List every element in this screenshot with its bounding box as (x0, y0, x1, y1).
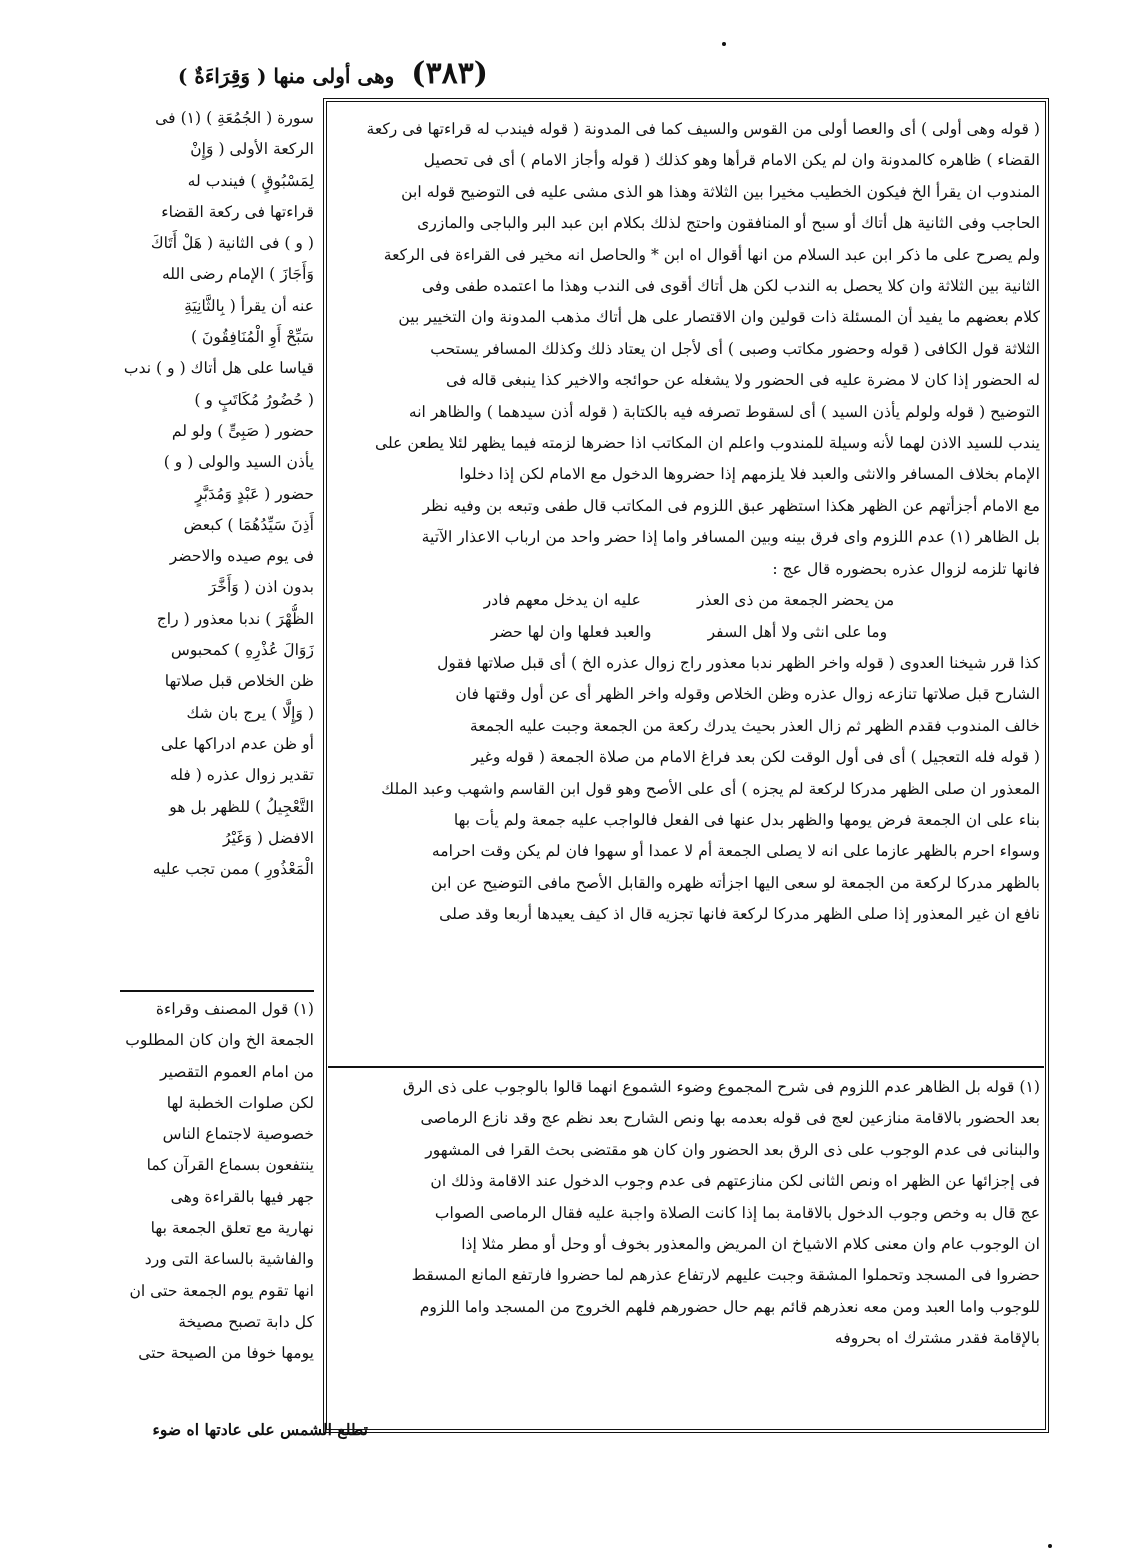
commentary-line: ( قوله وهى أولى ) أى والعصا أولى من القوس والسيف كما فى المدونة ( قوله فيندب له قراءتها فى ركعة (366, 120, 1040, 138)
verse-hemistich: من يحضر الجمعة من ذى العذر (696, 591, 895, 610)
footnote-line: ان الوجوب عام وان معنى كلام الاشياخ ان المريض والمعذور بخوف أو وحل أو مطر مثلا إذا (461, 1235, 1040, 1254)
matn-line: عنه أن يقرأ ( بِالثَّانِيَةِ (184, 296, 314, 315)
footnote-line: (١) قوله بل الظاهر عدم اللزوم فى شرح المجموع وضوء الشموع انهما قالوا بالوجوب على ذى الرق (402, 1078, 1040, 1096)
side-footnote-line: لكن صلوات الخطبة لها (166, 1093, 314, 1112)
side-footnote-line: جهر فيها بالقراءة وهى (170, 1187, 314, 1206)
matn-line: سورة ( الجُمُعَةِ ) (١) فى (155, 109, 314, 127)
commentary-line: له الحضور إذا كان لا مضرة عليه فى الحضور ولا يشغله عن حوائجه والاخير كذا ينبغى قاله فى (445, 371, 1040, 390)
commentary-line: ولم يصرح على ما ذكر ابن عبد السلام من انها أقوال اه ابن * والحاصل انه مخير فى القراءة فى الركعة (383, 245, 1040, 264)
matn-line: حضور ( صَبِىٍّ ) ولو لم (171, 421, 314, 440)
matn-line: زَوَالَ عُذْرِهِ ) كمحبوس (170, 641, 314, 660)
commentary-line: الثانية بين الثلاثة وان كلا يحصل به الندب لكن هل أتاك أقوى فى الندب وهذا ما اعتمده طفى وفى (421, 277, 1040, 296)
commentary-line: الإمام بخلاف المسافر والانثى والعبد فلا يلزمهم إذا حضروها الدخول مع الامام لكن إذا دخلوا (459, 465, 1040, 484)
matn-line: قياسا على هل أتاك ( و ) ندب (123, 359, 314, 378)
page-number: (٣٨٣) (411, 56, 488, 91)
footnote-line: عج قال به وخص وجوب الدخول بالاقامة بما إذا كانت الصلاة واجبة عليه فقال الرماصى الصواب (434, 1203, 1040, 1222)
footnote-line: فى إجزائها عن الظهر اه ونص الثانى لكن منازعتهم فى عدم وجوب الدخول عند الاقامة وذلك ان (430, 1172, 1040, 1191)
verse-hemistich: والعبد فعلها وان لها حضر (490, 622, 652, 641)
matn-column (116, 103, 314, 983)
commentary-line: الشارح قبل صلاتها تنازعه زوال عذره وظن الخلاص وقوله واخر الظهر أى عن أول وقتها فان (455, 685, 1040, 704)
commentary-line: بل الظاهر (١) عدم اللزوم واى فرق بينه وبين المسافر واما إذا حضر واحد من ارباب الاعذار الآتية (421, 528, 1040, 547)
commentary-line: كلام بعضهم ما يفيد أن المسئلة ذات قولين وان الاقتصار على هل أتاك مذهب المدونة وان التخيير بين (398, 308, 1040, 327)
side-footnote-line: خصوصية لاجتماع الناس (162, 1125, 314, 1144)
matn-line: ظن الخلاص قبل صلاتها (164, 672, 314, 691)
commentary-line: كذا قرر شيخنا العدوى ( قوله واخر الظهر ندبا معذور راج زوال عذره الخ ) أى قبل صلاتها فقول (437, 653, 1040, 672)
matn-line: قراءتها فى ركعة القضاء (161, 202, 314, 221)
matn-line: أَذِنَ سَيِّدُهُمَا ) كبعض (183, 515, 314, 534)
matn-line: لِمَسْبُوقٍ ) فيندب له (187, 171, 314, 190)
side-footnote-line: ينتفعون بسماع القرآن كما (146, 1156, 314, 1175)
print-speck (722, 42, 726, 46)
matn-line: التَّعْجِيلُ ) للظهر بل هو (169, 797, 314, 816)
footnote-line: والبنانى فى عدم الوجوب على ذى الرق بعد الحضور وان كان هو مقتضى بحث القرا فى المشهور (425, 1140, 1040, 1159)
footnote-line: حضروا فى المسجد وتحملوا المشقة وجبت عليهم لارتفاع عذرهم لما حضروا فارتفع المانع المسقط (411, 1266, 1040, 1285)
verse-hemistich: عليه ان يدخل معهم فادر (483, 591, 641, 610)
commentary-line: الحاجب وفى الثانية هل أتاك أو سبح أو المنافقون واحتج لذلك بكلام ابن عبد البر والباجى والمازرى (417, 214, 1040, 233)
footnote-line: بالإقامة فقدر مشترك اه بحروفه (834, 1329, 1040, 1348)
footnote-divider (328, 1066, 1044, 1068)
matn-line: أو ظن عدم ادراكها على (160, 734, 314, 753)
matn-line: الركعة الأولى ( وَإِنْ (190, 140, 314, 159)
commentary-line: المعذور ان صلى الظهر مدركا لركعة لم يجزه ) أى على الأصح وهو قول ابن القاسم واشهب وعبد الملك (381, 779, 1040, 798)
commentary-line: خالف المندوب فقدم الظهر ثم زال العذر بحيث يدرك ركعة من الجمعة وجبت عليه الجمعة (469, 716, 1040, 735)
commentary-line: ( قوله فله التعجيل ) أى فى أول الوقت لكن بعد فراغ الامام من صلاة الجمعة ( قوله وغير (471, 748, 1040, 767)
side-footnote-line: الجمعة الخ وان كان المطلوب (125, 1031, 314, 1050)
matn-line: ( وَإِلَّا ) يرج بان شك (186, 703, 314, 722)
commentary-line: مع الامام أجزأتهم عن الظهر هكذا استظهر عبق اللزوم فى المكاتب قال طفى وتبعه بن وفيه نظر (422, 496, 1040, 515)
matn-line: الافضل ( وَغَيْرُ (222, 828, 314, 847)
commentary-line: نافع ان غير المعذور إذا صلى الظهر مدركا لركعة فانها تجزيه قال اذ كيف يعيدها أربعا وقد صلى (439, 905, 1040, 924)
side-footnote-line: انها تقوم يوم الجمعة حتى ان (129, 1281, 314, 1300)
commentary-line: المندوب ان يقرأ الخ فيكون الخطيب مخيرا بين الثلاثة وهذا هو الذى مشى عليه فى التوضيح قوله ابن (401, 182, 1040, 201)
matn-line: فى يوم صيده والاحضر (169, 547, 314, 566)
matn-line: بدون اذن ( وَأَخَّرَ (208, 578, 314, 597)
commentary-line: وسواء احرم بالظهر عازما على انه لا يصلى الجمعة أم لا عمدا أو سهوا فان لم يكن وقت احرامه (431, 842, 1040, 861)
side-footnote-line: (١) قول المصنف وقراءة (155, 1000, 314, 1018)
matn-line: ( حُضُورُ مُكَاتَبٍ و ) (194, 390, 314, 409)
matn-line: ( و ) فى الثانية ( هَلْ أَتَاكَ (150, 234, 314, 253)
commentary-line: فانها تلزمه لزوال عذره بحضوره قال عج : (772, 559, 1040, 578)
side-footnote-line: يومها خوفا من الصيحة حتى (138, 1344, 314, 1363)
commentary-line: الثلاثة قول الكافى ( قوله وحضور مكاتب وصبى ) أى لأجل ان يعتاد ذلك وكذلك المسافر يستحب (430, 339, 1040, 358)
commentary-line: التوضيح ( قوله ولولم يأذن السيد ) أى لسقوط تصرفه فيه بالكتابة ( قوله أذن سيدهما ) والظاهر انه (408, 402, 1040, 421)
side-footnote-line: كل دابة تصبح مصيخة (178, 1312, 314, 1331)
side-footnote-divider (120, 990, 314, 992)
verse-hemistich: وما على انثى ولا أهل السفر (707, 622, 888, 641)
commentary-line: القضاء ) ظاهره كالمدونة وان لم يكن الامام قرأها وهو كذلك ( قوله وأجاز الامام ) أى فى تحصيل (423, 151, 1040, 170)
matn-line: وَأَجَازَ ) الإمام رضى الله (161, 265, 314, 284)
matn-line: الْمَعْذُورِ ) ممن تجب عليه (152, 860, 314, 879)
commentary-line: يندب للسيد الاذن لهما لأنه وسيلة للمندوب واعلم ان المكاتب اذا حضرها لزمته فيما يظهر لئلا يطعن على (375, 434, 1040, 453)
matn-line: تقدير زوال عذره ( فله (169, 766, 314, 785)
print-speck (1048, 1544, 1052, 1548)
footnote-line: بعد الحضور بالاقامة منازعين لعج فى قوله بعدمه بها ونص الشارح بعد نظم عج وقد نازع الرماصى (420, 1109, 1040, 1128)
running-header-text: وهى أولى منها ( وَقِرَاءَةٌ ) (177, 64, 395, 88)
commentary-line: بناء على ان الجمعة فرض يومها والظهر بدل عنها فى الفعل فالواجب عليه جمعة ولم يأت بها (453, 810, 1040, 829)
matn-line: الظُّهْرَ ) ندبا معذور ( راج (156, 609, 314, 628)
commentary-text (338, 114, 1040, 1054)
verse-line (338, 585, 1040, 616)
commentary-line: بالظهر مدركا لركعة من الجمعة لو سعى اليها اجزأته ظهره والقابل الأصح مافى التوضيح عن ابن (430, 873, 1040, 892)
matn-line: يأذن السيد والولى ( و ) (163, 453, 314, 472)
matn-line: حضور ( عَبْدٍ وَمُدَبَّرٍ (195, 484, 314, 503)
footnote-line: للوجوب واما العبد ومن معه نعذرهم قائم بهم حال حضورهم فلهم الخروج من المسجد واما اللزوم (419, 1297, 1040, 1316)
side-footnote (116, 994, 314, 1389)
verse-line (338, 617, 1040, 648)
side-footnote-line: نهارية مع تعلق الجمعة بها (150, 1219, 314, 1238)
matn-line: سَبِّحْ أَوِ الْمُنَافِقُونَ ) (190, 328, 314, 347)
side-footnote-line: والفاشية بالساعة التى ورد (144, 1250, 314, 1269)
commentary-footnote (338, 1072, 1040, 1412)
footnote-continuation: تطلع الشمس على عادتها اه ضوء (152, 1420, 368, 1439)
side-footnote-line: من امام العموم التقصير (159, 1062, 314, 1081)
